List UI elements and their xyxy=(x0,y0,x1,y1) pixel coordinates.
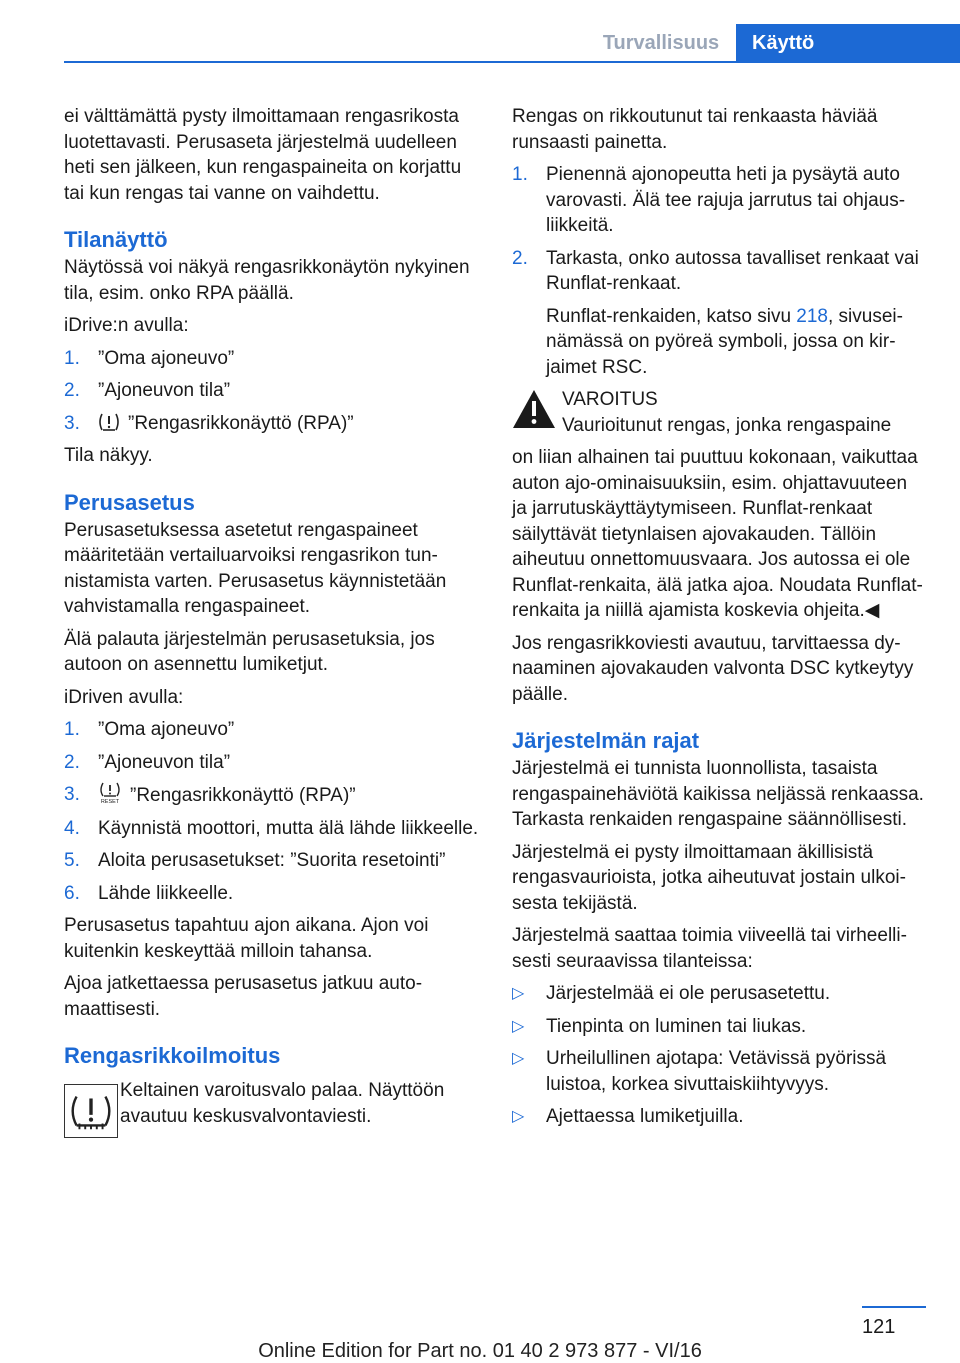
status-result: Tila näkyy. xyxy=(64,445,153,466)
bullet-text: Urheilullinen ajotapa: Vetävissä pyörissä luistoa, korkea sivuttaiskiihtyvyys. xyxy=(546,1048,887,1095)
tab-section[interactable]: Turvallisuus xyxy=(602,32,720,54)
step-number: 1. xyxy=(64,719,80,740)
limits-heading: Järjestelmän rajat xyxy=(512,728,700,753)
left-intro: ei välttämättä pysty ilmoittamaan rengasrikosta luotettavasti. Perusaseta järjestelmä uudelleen heti sen jälkeen, kun rengaspaineita on korjattu tai kun rengas tai vanne on vaihdettu. xyxy=(64,106,462,204)
limit-bullet xyxy=(512,1014,926,1040)
action-step xyxy=(512,162,926,239)
reset-lead: iDriven avulla: xyxy=(64,686,184,708)
reset-step xyxy=(64,782,480,809)
step-text: ”Oma ajoneuvo” xyxy=(98,347,235,369)
step-number: 3. xyxy=(64,412,80,434)
bullet-text: Järjestelmää ei ole perusasetettu. xyxy=(546,983,831,1004)
limit-bullet xyxy=(512,1104,926,1130)
step-number: 1. xyxy=(512,164,528,185)
limits-p2: Järjestelmä ei pysty ilmoittamaan äkillisistä rengasvaurioista, jotka aiheutuvat jostain ulkoisesta tekijästä. xyxy=(512,841,906,914)
step-text: ”Oma ajoneuvo” xyxy=(98,719,235,740)
step-text: ”Rengasrikkonäyttö (RPA)” xyxy=(128,412,354,434)
status-text: Näytössä voi näkyä rengasrikkonäytön nykyinen tila, esim. onko RPA päällä. xyxy=(64,257,470,304)
status-step xyxy=(64,346,480,372)
notice-text: Keltainen varoitusvalo palaa. Näyttöön avautuu keskusvalvontaviesti. xyxy=(120,1080,445,1127)
warning-first-line: Vaurioitunut rengas, jonka rengaspaine xyxy=(562,414,892,436)
warning-block xyxy=(512,387,926,438)
reset-note: Älä palauta järjestelmän perusasetuksia, jos autoon on asennettu lumiketjut. xyxy=(64,628,435,675)
limits-p3: Järjestelmä saattaa toimia viiveellä tai virheellisesti seuraavissa tilanteissa: xyxy=(512,925,907,972)
limits-p1: Järjestelmä ei tunnista luonnollista, tasaista rengaspainehäviötä kaikissa neljässä renkaassa. Tarkasta renkaiden rengaspaine säännöllisesti. xyxy=(512,758,924,830)
limit-bullet xyxy=(512,1046,926,1097)
step-text: Tarkasta, onko autossa tavalliset renkaat vai Runflat-renkaat. xyxy=(546,247,919,294)
dsc-text: Jos rengasrikkoviesti avautuu, tarvittaessa dynaaminen ajovakauden valvonta DSC kytkeytyy päälle. xyxy=(512,632,914,705)
bullet-triangle-icon: ▷ xyxy=(512,1108,525,1125)
bullet-text: Tienpinta on luminen tai liukas. xyxy=(546,1015,807,1037)
page-number: 121 xyxy=(862,1316,896,1338)
warning-title: VAROITUS xyxy=(562,389,658,410)
tire-pressure-icon xyxy=(98,412,120,432)
tire-warning-light-icon xyxy=(64,1084,118,1138)
reset-step xyxy=(64,816,480,842)
notice-heading: Rengasrikkoilmoitus xyxy=(64,1043,281,1068)
warning-body: on liian alhainen tai puuttuu kokonaan, vaikuttaa auton ajo-ominaisuuksiin, esim. ohjattavuuteen ja jarrutuskäyttäytymiseen. Runflat-renkaat säilyttävät tietynlaisen ajovakauden. Tällöin aiheutuu onnettomuusvaara. Jos autossa ei ole Runflat-renkaita, älä jatka ajoa. Noudata Runflat-renkaita ja niillä ajamista koskevia ohjeita.◀ xyxy=(512,447,923,621)
reset-after-1: Perusasetus tapahtuu ajon aikana. Ajon voi kuitenkin keskeyttää milloin tahansa. xyxy=(64,915,429,962)
bullet-triangle-icon: ▷ xyxy=(512,985,525,1002)
tab-chapter[interactable]: Käyttö xyxy=(736,24,960,61)
step-number: 2. xyxy=(512,247,528,269)
step-number: 2. xyxy=(64,751,80,773)
header-rule xyxy=(64,61,960,63)
runflat-text-post: , sivuseinämässä on pyöreä symboli, jossa on kirjaimet RSC. xyxy=(546,305,903,378)
bullet-triangle-icon: ▷ xyxy=(512,1017,525,1035)
step-number: 4. xyxy=(64,817,80,839)
status-step xyxy=(64,411,480,437)
step-text: ”Ajoneuvon tila” xyxy=(98,751,231,773)
reset-step xyxy=(64,750,480,776)
status-lead: iDrive:n avulla: xyxy=(64,315,189,336)
step-text: ”Rengasrikkonäyttö (RPA)” xyxy=(130,785,356,806)
action-step xyxy=(512,246,926,297)
svg-text:RESET: RESET xyxy=(100,799,120,804)
step-text: Aloita perusasetukset: ”Suorita resetointi” xyxy=(98,850,446,871)
reset-heading: Perusasetus xyxy=(64,489,195,515)
footer-rule xyxy=(862,1306,926,1308)
step-number: 2. xyxy=(64,380,80,401)
status-step xyxy=(64,378,480,404)
bullet-triangle-icon: ▷ xyxy=(512,1050,525,1067)
page-link[interactable]: 218 xyxy=(796,305,828,327)
warning-triangle-icon xyxy=(512,389,556,429)
step-number: 3. xyxy=(64,784,80,805)
reset-step xyxy=(64,717,480,743)
bullet-text: Ajettaessa lumiketjuilla. xyxy=(546,1106,744,1127)
runflat-note xyxy=(512,304,926,381)
step-text: Lähde liikkeelle. xyxy=(98,882,234,904)
step-number: 1. xyxy=(64,347,80,369)
notice-block xyxy=(64,1078,480,1142)
step-number: 6. xyxy=(64,882,80,904)
left-column xyxy=(64,104,480,1142)
status-heading: Tilanäyttö xyxy=(64,227,168,252)
step-number: 5. xyxy=(64,850,80,871)
reset-step xyxy=(64,881,480,907)
step-text: Pienennä ajonopeutta heti ja pysäytä auto varovasti. Älä tee rajuja jarrutus tai ohjausliikkeitä. xyxy=(546,164,906,236)
runflat-text-pre: Runflat-renkaiden, katso sivu xyxy=(546,305,797,327)
edition-footer: Online Edition for Part no. 01 40 2 973 877 - VI/16 xyxy=(258,1340,702,1362)
step-text: Käynnistä moottori, mutta älä lähde liikkeelle. xyxy=(98,817,479,839)
tire-pressure-reset-icon xyxy=(98,782,122,804)
reset-text: Perusasetuksessa asetetut rengaspaineet määritetään vertailuarvoiksi rengasrikon tunnistamista varten. Perusasetus käynnistetään vahvistamalla rengaspaineet. xyxy=(64,519,447,617)
step-text: ”Ajoneuvon tila” xyxy=(98,380,231,401)
reset-step xyxy=(64,848,480,874)
reset-after-2: Ajoa jatkettaessa perusasetus jatkuu automaattisesti. xyxy=(64,973,423,1020)
limit-bullet xyxy=(512,981,926,1007)
right-intro: Rengas on rikkoutunut tai renkaasta häviää runsaasti painetta. xyxy=(512,106,878,153)
right-column xyxy=(512,104,926,1137)
